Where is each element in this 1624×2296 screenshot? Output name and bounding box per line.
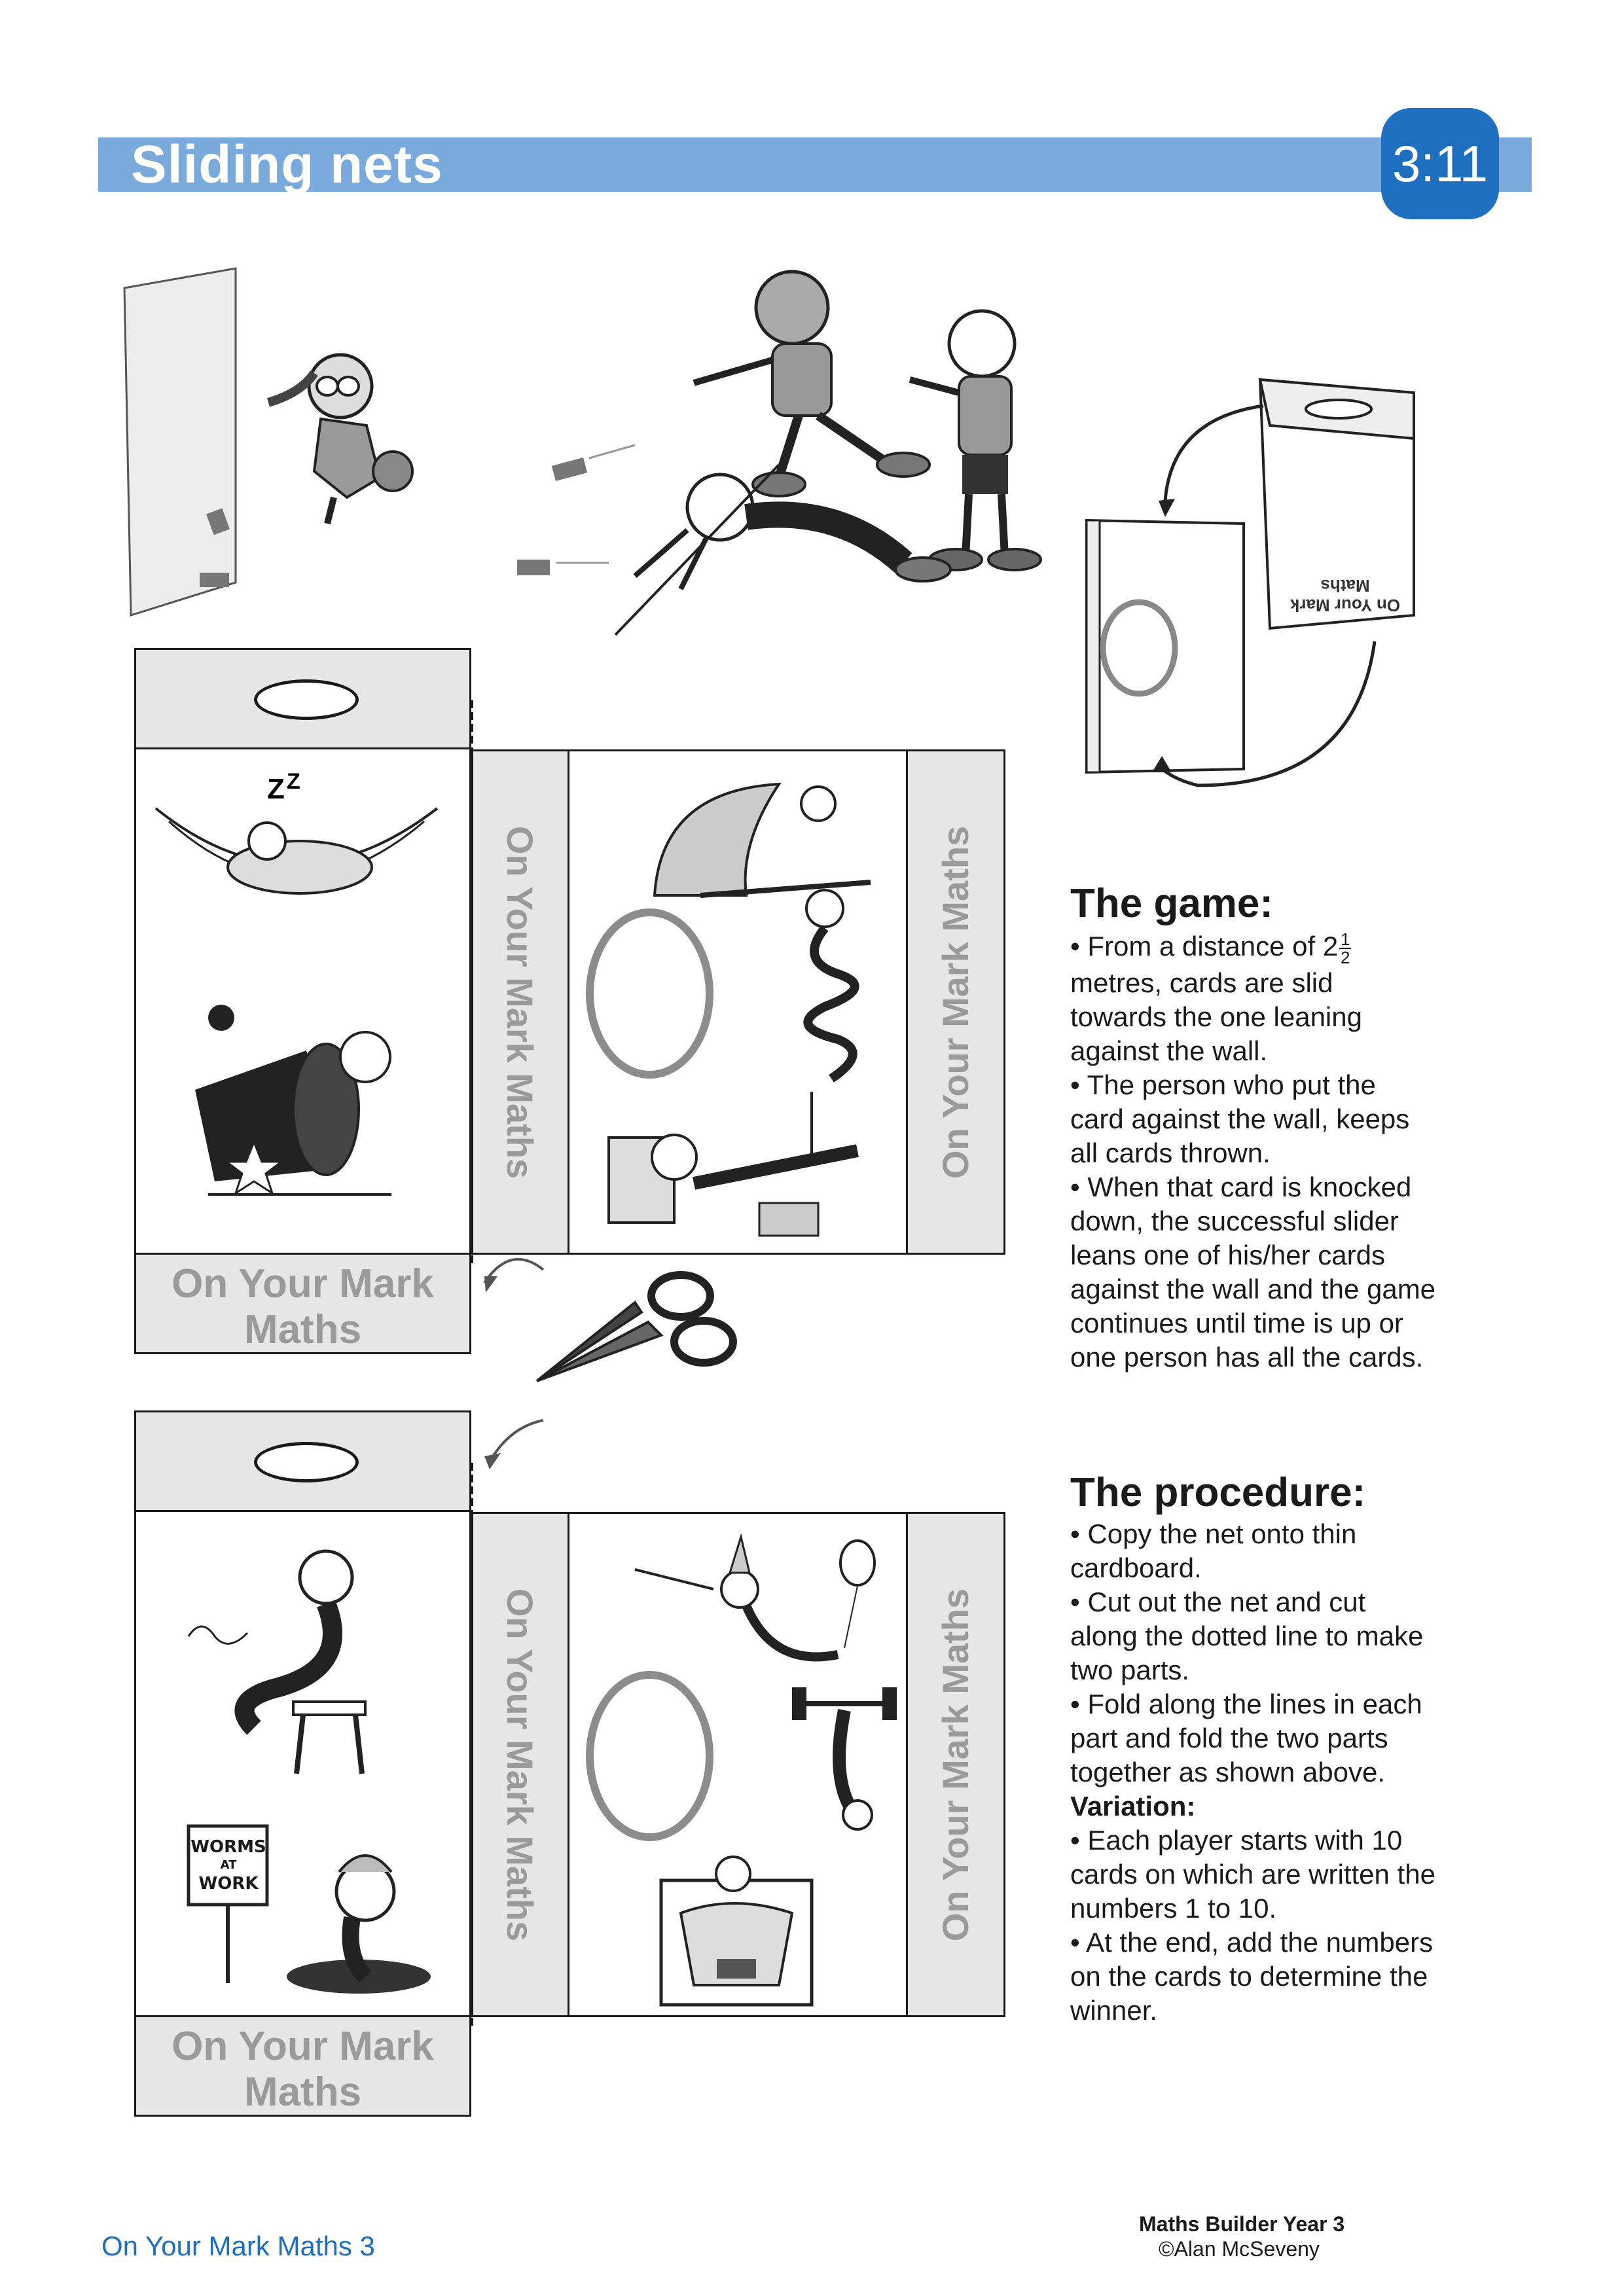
net1-finger-hole: [254, 679, 359, 720]
game-rule-1-text: • From a distance of 2: [1070, 931, 1339, 961]
net2-finger-hole: [254, 1442, 359, 1482]
scissors-icon: [471, 1230, 746, 1479]
fraction-one-half: [1339, 931, 1351, 966]
flap-label-line1: On Your Mark: [171, 1261, 434, 1306]
game-rule-1: [1070, 929, 1437, 1068]
net1-side-label-left: On Your Mark Maths: [499, 825, 541, 1179]
page-number-tab: [1381, 108, 1499, 219]
net2-side-flap-left: [471, 1512, 569, 2017]
net1-bottom-flap: [134, 1253, 471, 1354]
girl-figure: [268, 355, 412, 524]
game-rules: [1070, 929, 1437, 1374]
cannon-illustration: [175, 998, 450, 1214]
page-title: Sliding nets: [131, 135, 443, 194]
game-rule-3: • When that card is knocked down, the successful slider leans one of his/her cards against the wall and the game continues until time is up or one person has all the cards.: [1070, 1171, 1436, 1372]
net2-top-flap: [134, 1410, 471, 1512]
net1-side-flap-left: [471, 749, 569, 1255]
weightlifter-worm-illustration: [785, 1677, 903, 1848]
game-rule-2: • The person who put the card against the wall, keeps all cards thrown.: [1070, 1069, 1410, 1168]
sign-text-line1: WORMS: [190, 1837, 266, 1857]
footer-author: ©Alan McSeveny: [1159, 2237, 1320, 2261]
wall-panel: [124, 268, 236, 615]
footer-book-title: Maths Builder Year 3: [1139, 2212, 1345, 2236]
net1-target-circle: [586, 908, 713, 1079]
fraction-denominator: 2: [1340, 947, 1350, 967]
card-back-label-line2: Maths: [1320, 576, 1370, 596]
net1-top-flap: [134, 648, 471, 749]
card-shape: [200, 573, 229, 587]
fraction-numerator: 1: [1340, 929, 1350, 949]
folded-card-diagram: [1074, 380, 1479, 851]
svg-text:Z: Z: [287, 769, 300, 794]
card-back-label-line1: On Your Mark: [1290, 596, 1401, 615]
net2-back-panel: [568, 1512, 908, 2017]
variation-heading: Variation:: [1070, 1791, 1196, 1821]
flap-label-line1: On Your Mark: [171, 2024, 434, 2069]
svg-text:Z: Z: [267, 773, 285, 805]
net2-bottom-flap: [134, 2015, 471, 2117]
procedure-step-1: • Copy the net onto thin cardboard.: [1070, 1518, 1357, 1583]
variation-rule-2: • At the end, add the numbers on the cards to determine the winner.: [1070, 1927, 1434, 2026]
bed-patient-illustration: [596, 1092, 884, 1242]
net1-front-panel: [134, 747, 471, 1255]
card-shape: [517, 560, 550, 575]
variation-rule-1: • Each player starts with 10 cards on which are written the numbers 1 to 10.: [1070, 1825, 1435, 1924]
net2-bottom-flap-label: [136, 2024, 469, 2115]
net2-front-panel: [134, 1510, 471, 2017]
runner-figure: [694, 272, 929, 496]
net1-side-label-right: On Your Mark Maths: [935, 825, 977, 1179]
boy-figure: [910, 311, 1041, 570]
net2-side-label-right: On Your Mark Maths: [935, 1588, 977, 1941]
flap-label-line2: Maths: [244, 1307, 362, 1352]
procedure-steps: [1070, 1517, 1437, 2028]
page-number: 3:11: [1392, 134, 1489, 192]
net2-side-label-left: On Your Mark Maths: [499, 1588, 541, 1941]
net2-target-circle: [586, 1671, 713, 1841]
sliding-cards-illustration: [118, 262, 1100, 655]
worm-on-stool-illustration: [175, 1538, 457, 1787]
hammock-illustration: [149, 769, 450, 965]
net1-side-flap-right: [906, 749, 1005, 1255]
procedure-step-3: • Fold along the lines in each part and fold the two parts together as shown above.: [1070, 1689, 1422, 1787]
party-worm-illustration: [622, 1524, 897, 1674]
footer-series: On Your Mark Maths 3: [101, 2231, 375, 2261]
procedure-step-2: • Cut out the net and cut along the dotted line to make two parts.: [1070, 1587, 1424, 1685]
snake-spring-illustration: [785, 889, 897, 1085]
card-shape: [552, 457, 588, 481]
flap-label-line2: Maths: [244, 2070, 362, 2115]
sign-text-line2: AT: [220, 1858, 237, 1872]
net1-bottom-flap-label: [136, 1261, 469, 1353]
procedure-heading: The procedure:: [1070, 1470, 1366, 1515]
sign-text-line3: WORK: [198, 1874, 259, 1893]
card-back-label: [1283, 576, 1407, 615]
net2-side-flap-right: [906, 1512, 1005, 2017]
muscle-board-illustration: [655, 1854, 825, 2011]
game-rule-1-continuation: metres, cards are slid towards the one leaning against the wall.: [1070, 967, 1362, 1066]
game-heading: The game:: [1070, 881, 1274, 926]
worms-at-work-sign-text: [190, 1838, 267, 1893]
net1-back-panel: [568, 749, 908, 1255]
